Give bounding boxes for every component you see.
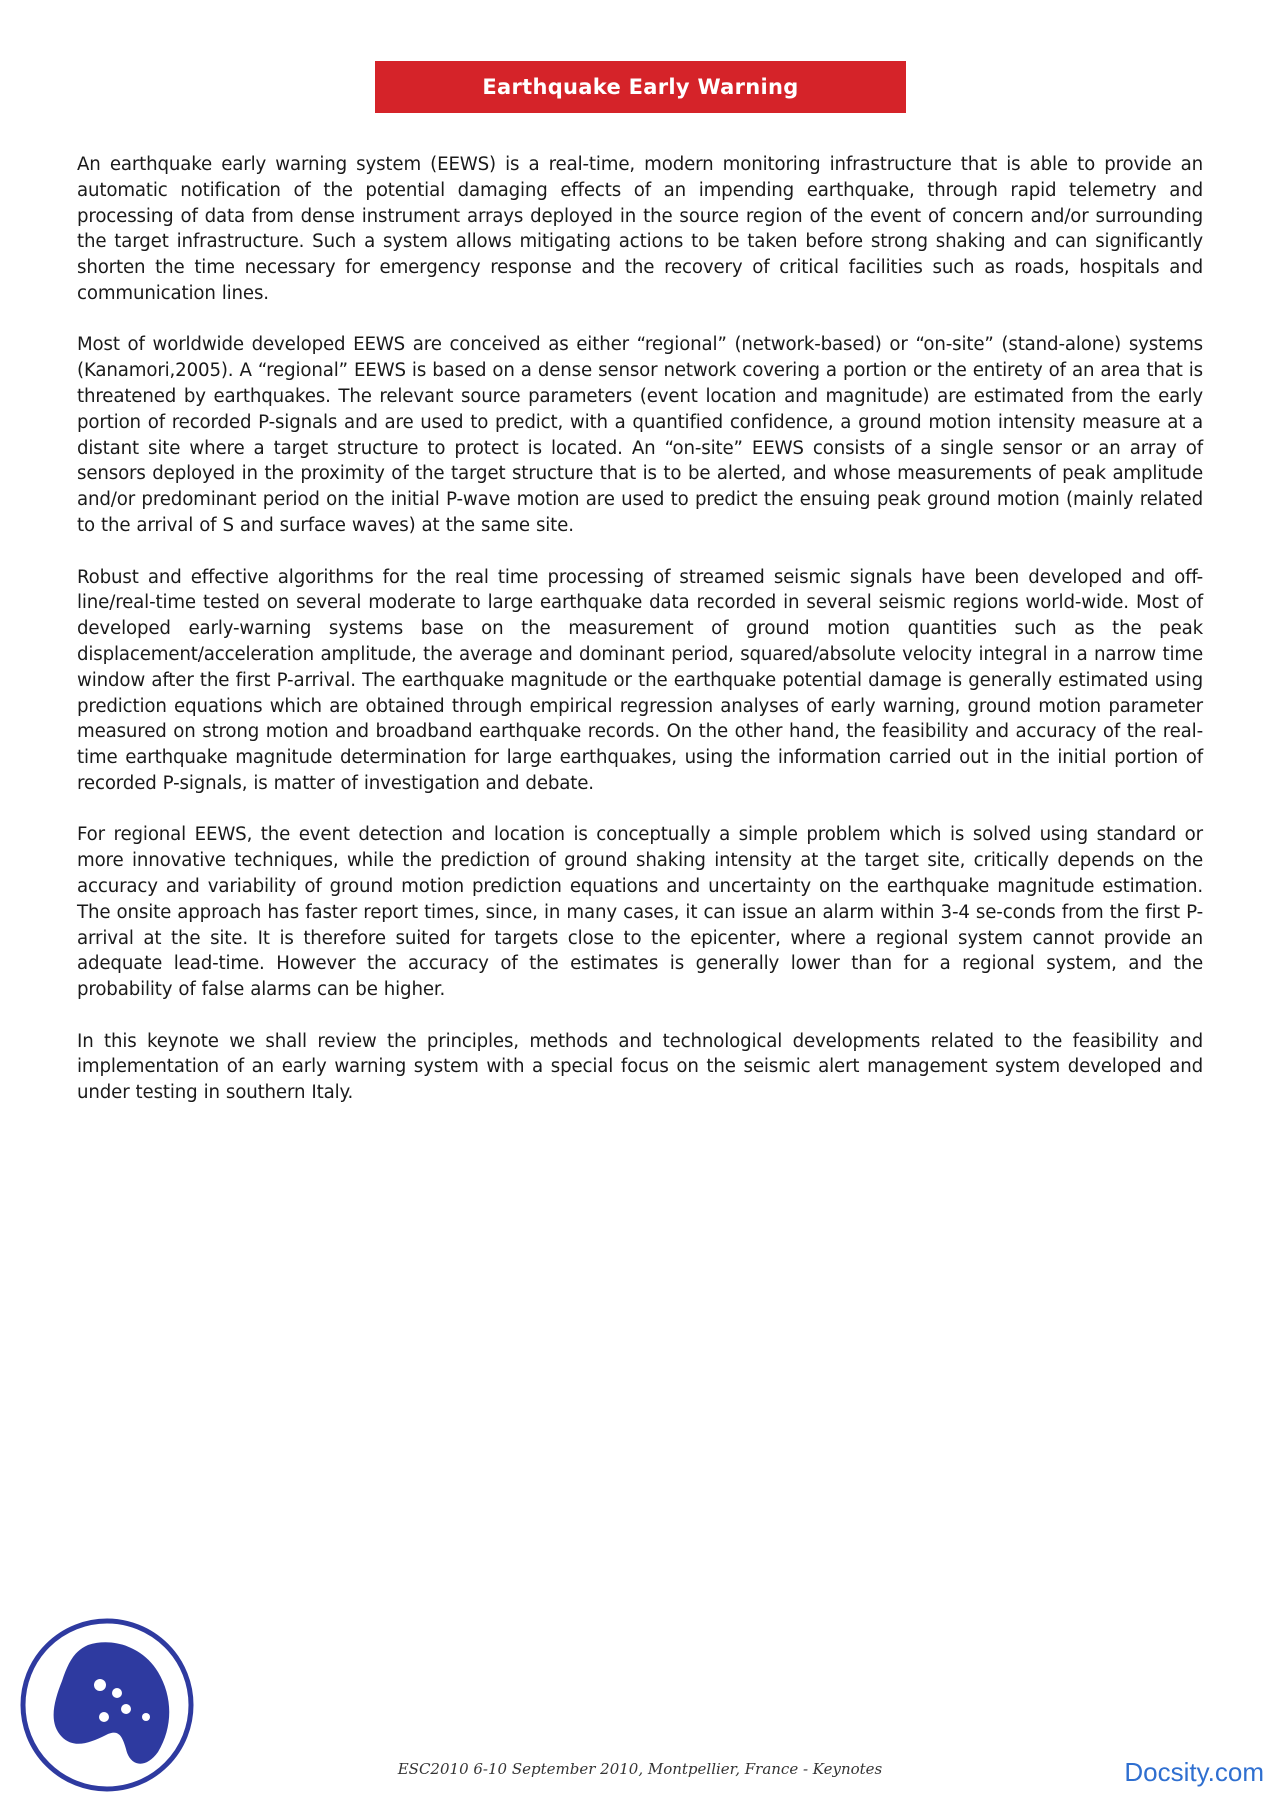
paragraph-5: In this keynote we shall review the principles, methods and technological developments related to the feasibility and implementation of an early warning system with a special focus on the seismic alert management system developed and under testing in southern Italy. — [77, 1030, 1203, 1104]
paragraph-1: An earthquake early warning system (EEWS) is a real-time, modern monitoring infrastructure that is able to provide an automatic notification of the potential damaging effects of an impending earthquake, through rapid telemetry and processing of data from dense instrument arrays deployed in the source region of the event of concern and/or surrounding the target infrastructure. Such a system allows mitigating actions to be taken before strong shaking and can significantly shorten the time necessary for emergency response and the recovery of critical facilities such as roads, hospitals and communication lines. — [77, 154, 1203, 304]
document-body — [77, 152, 1203, 1132]
docsity-watermark[interactable]: Docsity.com — [1124, 1757, 1264, 1787]
conference-footer: ESC2010 6-10 September 2010, Montpellier, France - Keynotes — [397, 1760, 883, 1778]
paragraph-2: Most of worldwide developed EEWS are conceived as either “regional” (network-based) or “on-site” (stand-alone) systems (Kanamori,2005). A “regional” EEWS is based on a dense sensor network covering a portion or the entirety of an area that is threatened by earthquakes. The relevant source parameters (event location and magnitude) are estimated from the early portion of recorded P-signals and are used to predict, with a quantified confidence, a ground motion intensity measure at a distant site where a target structure to protect is located. An “on-site” EEWS consists of a single sensor or an array of sensors deployed in the proximity of the target structure that is to be alerted, and whose measurements of peak amplitude and/or predominant period on the initial P-wave motion are used to predict the ensuing peak ground motion (mainly related to the arrival of S and surface waves) at the same site. — [77, 334, 1203, 537]
paragraph-4: For regional EEWS, the event detection and location is conceptually a simple problem which is solved using standard or more innovative techniques, while the prediction of ground shaking intensity at the target site, critically depends on the accuracy and variability of ground motion prediction equations and uncertainty on the earthquake magnitude estimation. The onsite approach has faster report times, since, in many cases, it can issue an alarm within 3-4 se-conds from the first P-arrival at the site. It is therefore suited for targets close to the epicenter, where a regional system cannot provide an adequate lead-time. However the accuracy of the estimates is generally lower than for a regional system, and the probability of false alarms can be higher. — [77, 824, 1203, 1001]
paragraph-3: Robust and effective algorithms for the real time processing of streamed seismic signals have been developed and off-line/real-time tested on several moderate to large earthquake data recorded in several seismic regions world-wide. Most of developed early-warning systems base on the measurement of ground motion quantities such as the peak displacement/acceleration amplitude, the average and dominant period, squared/absolute velocity integral in a narrow time window after the first P-arrival. The earthquake magnitude or the earthquake potential damage is generally estimated using prediction equations which are obtained through empirical regression analyses of early warning, ground motion parameter measured on strong motion and broadband earthquake records. On the other hand, the feasibility and accuracy of the real-time earthquake magnitude determination for large earthquakes, using the information carried out in the initial portion of recorded P-signals, is matter of investigation and debate. — [77, 566, 1203, 794]
page-title: Earthquake Early Warning — [482, 75, 799, 99]
docsity-logo-icon — [18, 1617, 196, 1793]
title-banner — [375, 61, 906, 113]
